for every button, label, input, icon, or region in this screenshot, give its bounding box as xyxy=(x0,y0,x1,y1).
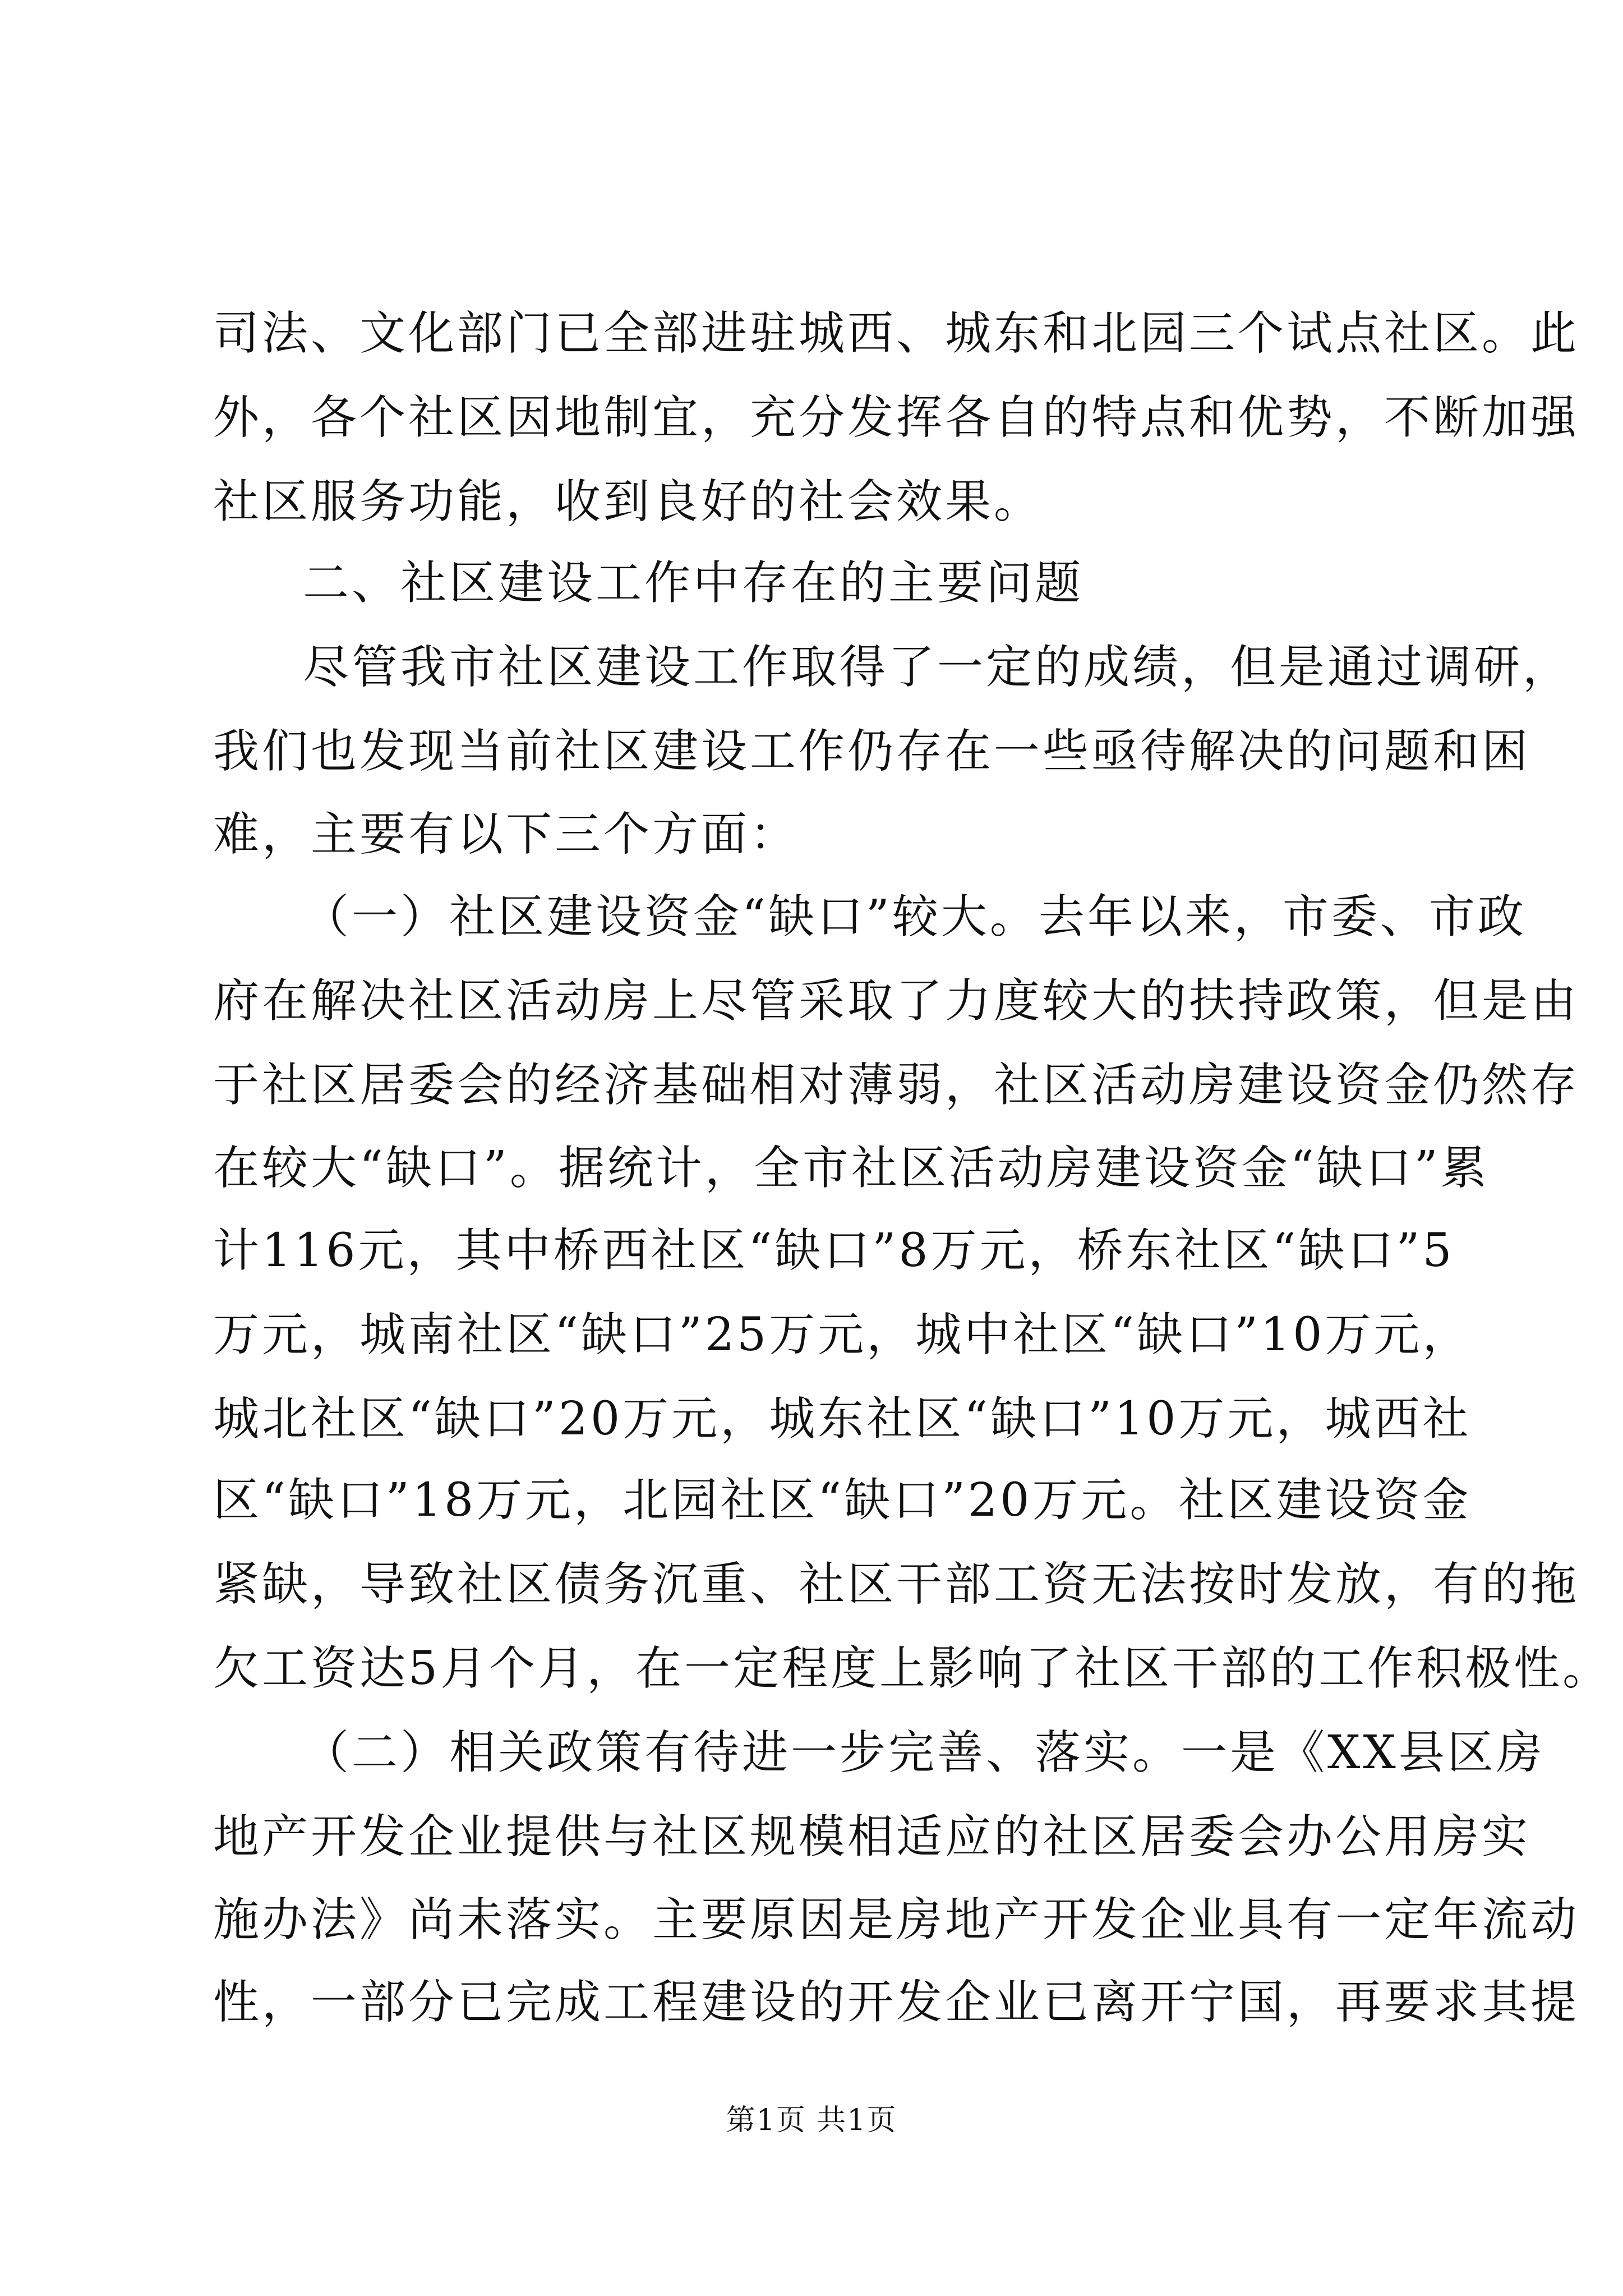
paragraph-start: （一）社区建设资金“缺口”较大。去年以来，市委、市政 xyxy=(303,890,1527,944)
paragraph-start: （二）相关政策有待进一步完善、落实。一是《XX县区房 xyxy=(303,1726,1545,1779)
text-line: 于社区居委会的经济基础相对薄弱，社区活动房建设资金仍然存 xyxy=(213,1059,1580,1112)
text-line: 施办法》尚未落实。主要原因是房地产开发企业具有一定年流动 xyxy=(213,1893,1580,1947)
paragraph-start: 尽管我市社区建设工作取得了一定的成绩，但是通过调研， xyxy=(303,641,1572,694)
text-line: 城北社区“缺口”20万元，城东社区“缺口”10万元，城西社 xyxy=(213,1392,1472,1446)
text-line: 欠工资达5月个月，在一定程度上影响了社区干部的工作积极性。 xyxy=(213,1642,1612,1695)
text-line: 社区服务功能，收到良好的社会效果。 xyxy=(213,475,1043,528)
page-footer: 第1页 共1页 xyxy=(726,2104,897,2137)
text-line: 地产开发企业提供与社区规模相适应的社区居委会办公用房实 xyxy=(213,1810,1531,1864)
text-line: 性，一部分已完成工程建设的开发企业已离开宁国，再要求其提 xyxy=(213,1976,1580,2029)
text-line: 司法、文化部门已全部进驻城西、城东和北园三个试点社区。此 xyxy=(213,307,1580,360)
text-line: 计116元，其中桥西社区“缺口”8万元，桥东社区“缺口”5 xyxy=(213,1224,1455,1277)
text-line: 紧缺，导致社区债务沉重、社区干部工资无法按时发放，有的拖 xyxy=(213,1558,1580,1611)
text-line: 我们也发现当前社区建设工作仍存在一些亟待解决的问题和困 xyxy=(213,725,1531,778)
text-line: 外，各个社区因地制宜，充分发挥各自的特点和优势，不断加强 xyxy=(213,391,1580,444)
text-line: 难，主要有以下三个方面： xyxy=(213,808,799,861)
section-heading: 二、社区建设工作中存在的主要问题 xyxy=(303,556,1084,610)
text-line: 万元，城南社区“缺口”25万元，城中社区“缺口”10万元， xyxy=(213,1308,1472,1361)
text-line: 区“缺口”18万元，北园社区“缺口”20万元。社区建设资金 xyxy=(213,1474,1472,1527)
text-line: 在较大“缺口”。据统计，全市社区活动房建设资金“缺口”累 xyxy=(213,1142,1490,1195)
text-line: 府在解决社区活动房上尽管采取了力度较大的扶持政策，但是由 xyxy=(213,974,1580,1028)
